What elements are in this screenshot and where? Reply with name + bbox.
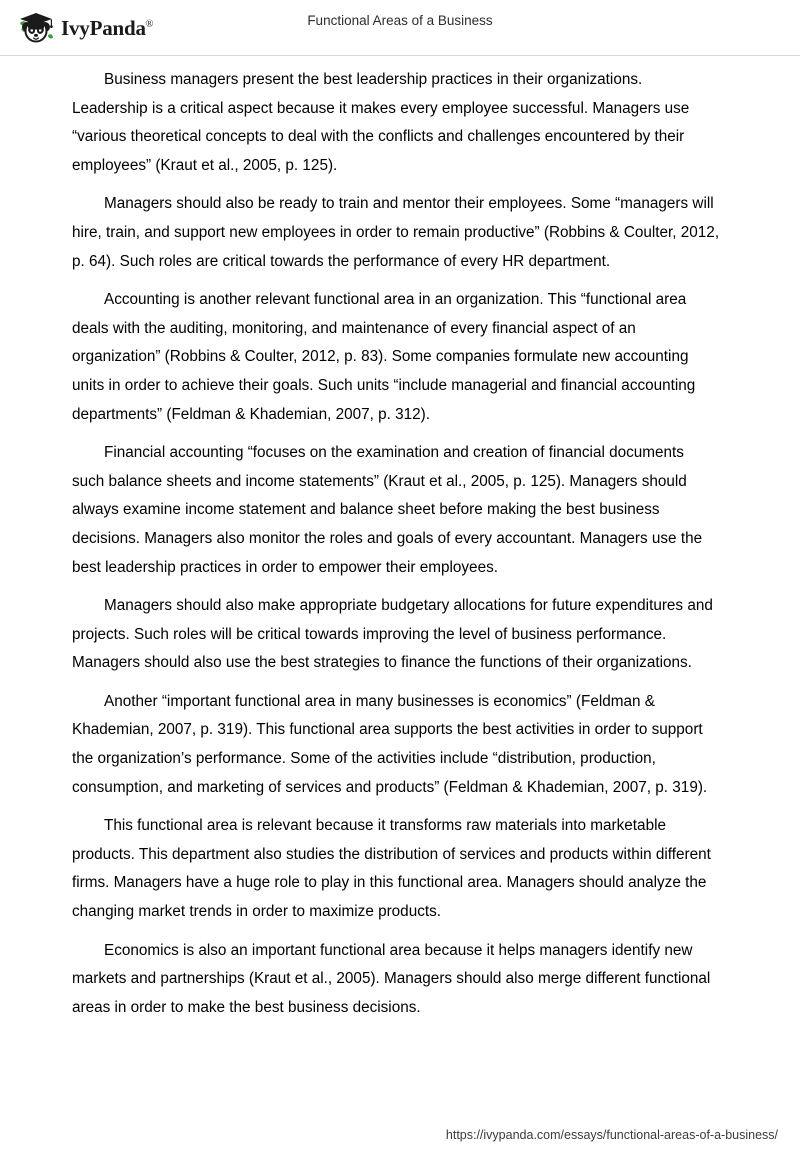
paragraph: Business managers present the best leadership practices in their organizations. Leadership is a critical aspect because it makes every employee successful. Managers use “various theoretical concepts to deal with the conflicts and challenges encountered by their employees” (Kraut et al., 2005, p. 125). <box>72 71 690 174</box>
paragraph: Economics is also an important functional area because it helps managers identify new markets and partnerships (Kraut et al., 2005). Managers should also merge different functional areas in order to make the best business decisions. <box>72 941 711 1016</box>
registered-mark: ® <box>145 18 154 30</box>
paragraph: Managers should also be ready to train and mentor their employees. Some “managers will hire, train, and support new employees in order to remain productive” (Robbins & Coulter, 2012, p. 64). Such roles are critical towards the performance of every HR department. <box>72 195 720 270</box>
paragraph: Managers should also make appropriate budgetary allocations for future expenditures and projects. Such roles will be critical towards improving the level of business performance. Managers should also use the best strategies to finance the functions of their organizations. <box>72 597 713 672</box>
paragraph: Another “important functional area in many businesses is economics” (Feldman & Khademian, 2007, p. 319). This functional area supports the best activities in order to support the organization’s performance. Some of the activities include “distribution, production, consumption, and marketing of services and products” (Feldman & Khademian, 2007, p. 319). <box>72 692 708 796</box>
page-footer <box>0 1120 800 1142</box>
paragraph: Accounting is another relevant functional area in an organization. This “functional area deals with the auditing, monitoring, and maintenance of every financial aspect of an organization” (Robbins & Coulter, 2012, p. 83). Some companies formulate new accounting units in order to achieve their goals. Such units “include managerial and financial accounting departments” (Feldman & Khademian, 2007, p. 312). <box>72 291 696 423</box>
page-header <box>0 0 800 56</box>
source-url-link[interactable]: https://ivypanda.com/essays/functional-areas-of-a-business/ <box>445 1128 778 1142</box>
brand-name-text: IvyPanda <box>61 15 146 40</box>
document-body <box>72 66 720 1032</box>
page-title: Functional Areas of a Business <box>307 13 493 28</box>
paragraph: This functional area is relevant because it transforms raw materials into marketable products. This department also studies the distribution of services and products within different firms. Managers have a huge role to play in this functional area. Managers should analyze the changing market trends in order to maximize products. <box>72 817 711 921</box>
paragraph: Financial accounting “focuses on the examination and creation of financial documents such balance sheets and income statements” (Kraut et al., 2005, p. 125). Managers should always examine income statement and balance sheet before making the best business decisions. Managers also monitor the roles and goals of every accountant. Managers use the best leadership practices in order to empower their employees. <box>72 444 703 576</box>
